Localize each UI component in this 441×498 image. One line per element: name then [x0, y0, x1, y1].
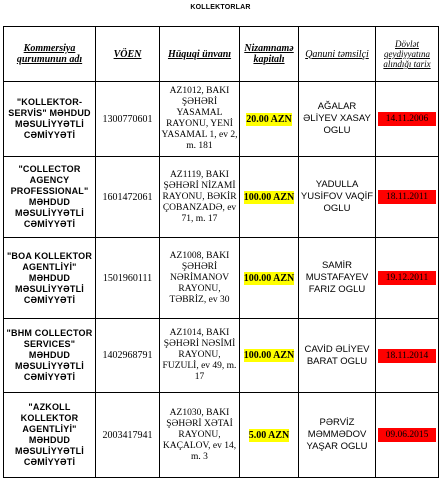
legal-address: AZ1119, BAKI ŞƏHƏRİ NİZAMİ RAYONU, BƏKİR ÇOBANZADƏ, ev 71, m. 17: [160, 157, 240, 238]
charter-capital: [240, 319, 299, 393]
company-name: "BHM COLLECTOR SERVICES" MƏHDUD MƏSULİYYƏTLİ CƏMİYYƏTİ: [4, 319, 96, 393]
registration-date: [376, 393, 439, 478]
date-highlight: 18.11.2014: [378, 349, 436, 363]
table-row: [4, 82, 439, 157]
header-representative: Qanuni təmsilçi: [299, 27, 376, 82]
document-title: KOLLEKTORLAR: [190, 4, 251, 11]
company-name: "AZKOLL KOLLEKTOR AGENTLİYİ" MƏHDUD MƏSULİYYƏTLİ CƏMİYYƏTİ: [4, 393, 96, 478]
legal-address: AZ1008, BAKI ŞƏHƏRİ NƏRİMANOV RAYONU, TƏBRİZ, ev 30: [160, 238, 240, 319]
table-row: [4, 238, 439, 319]
date-highlight: 18.11.2011: [378, 190, 436, 204]
date-highlight: 14.11.2006: [378, 112, 436, 126]
registration-date: [376, 82, 439, 157]
capital-highlight: 100.00 AZN: [243, 191, 295, 203]
registration-date: [376, 157, 439, 238]
capital-highlight: 5.00 AZN: [248, 429, 290, 441]
table-row: [4, 157, 439, 238]
charter-capital: [240, 238, 299, 319]
date-highlight: 09.06.2015: [378, 428, 436, 442]
capital-highlight: 20.00 AZN: [246, 113, 292, 125]
legal-representative: SAMİR MUSTAFAYEV FARIZ OGLU: [299, 238, 376, 319]
table-header-row: [4, 27, 439, 82]
header-registration-date: Dövlət qeydiyyatına alındığı tarix: [376, 27, 439, 82]
table-row: [4, 319, 439, 393]
voen-value: 2003417941: [96, 393, 160, 478]
header-address: Hüquqi ünvanı: [160, 27, 240, 82]
capital-highlight: 100.00 AZN: [243, 350, 295, 361]
date-highlight: 19.12.2011: [378, 271, 436, 285]
legal-representative: YADULLA YUSİFOV VAQİF OGLU: [299, 157, 376, 238]
company-name: "COLLECTOR AGENCY PROFESSIONAL" MƏHDUD MƏSULİYYƏTLİ CƏMİYYƏTİ: [4, 157, 96, 238]
legal-representative: PƏRVİZ MƏMMƏDOV YAŞAR OGLU: [299, 393, 376, 478]
charter-capital: [240, 157, 299, 238]
header-name: Kommersiya qurumunun adı: [4, 27, 96, 82]
header-capital: Nizamnamə kapitalı: [240, 27, 299, 82]
legal-address: AZ1014, BAKI ŞƏHƏRİ NƏSİMİ RAYONU, FUZULİ, ev 49, m. 17: [160, 319, 240, 393]
registration-date: [376, 238, 439, 319]
company-name: "KOLLEKTOR-SERVİS" MƏHDUD MƏSULİYYƏTLİ CƏMİYYƏTİ: [4, 82, 96, 157]
voen-value: 1300770601: [96, 82, 160, 157]
legal-representative: CAVİD ƏLİYEV BARAT OGLU: [299, 319, 376, 393]
company-name: "BOA KOLLEKTOR AGENTLİYİ" MƏHDUD MƏSULİYYƏTLİ CƏMİYYƏTİ: [4, 238, 96, 319]
capital-highlight: 100.00 AZN: [243, 272, 295, 284]
table-row: [4, 393, 439, 478]
collectors-table: [3, 26, 439, 478]
legal-representative: AĞALAR ƏLİYEV XASAY OGLU: [299, 82, 376, 157]
legal-address: AZ1012, BAKI ŞƏHƏRİ YASAMAL RAYONU, YENİ YASAMAL 1, ev 2, m. 181: [160, 82, 240, 157]
charter-capital: [240, 393, 299, 478]
legal-address: AZ1030, BAKI ŞƏHƏRİ XƏTAİ RAYONU, KAÇALOV, ev 14, m. 3: [160, 393, 240, 478]
charter-capital: [240, 82, 299, 157]
voen-value: 1402968791: [96, 319, 160, 393]
voen-value: 1501960111: [96, 238, 160, 319]
header-voen: VÖEN: [96, 27, 160, 82]
registration-date: [376, 319, 439, 393]
voen-value: 1601472061: [96, 157, 160, 238]
